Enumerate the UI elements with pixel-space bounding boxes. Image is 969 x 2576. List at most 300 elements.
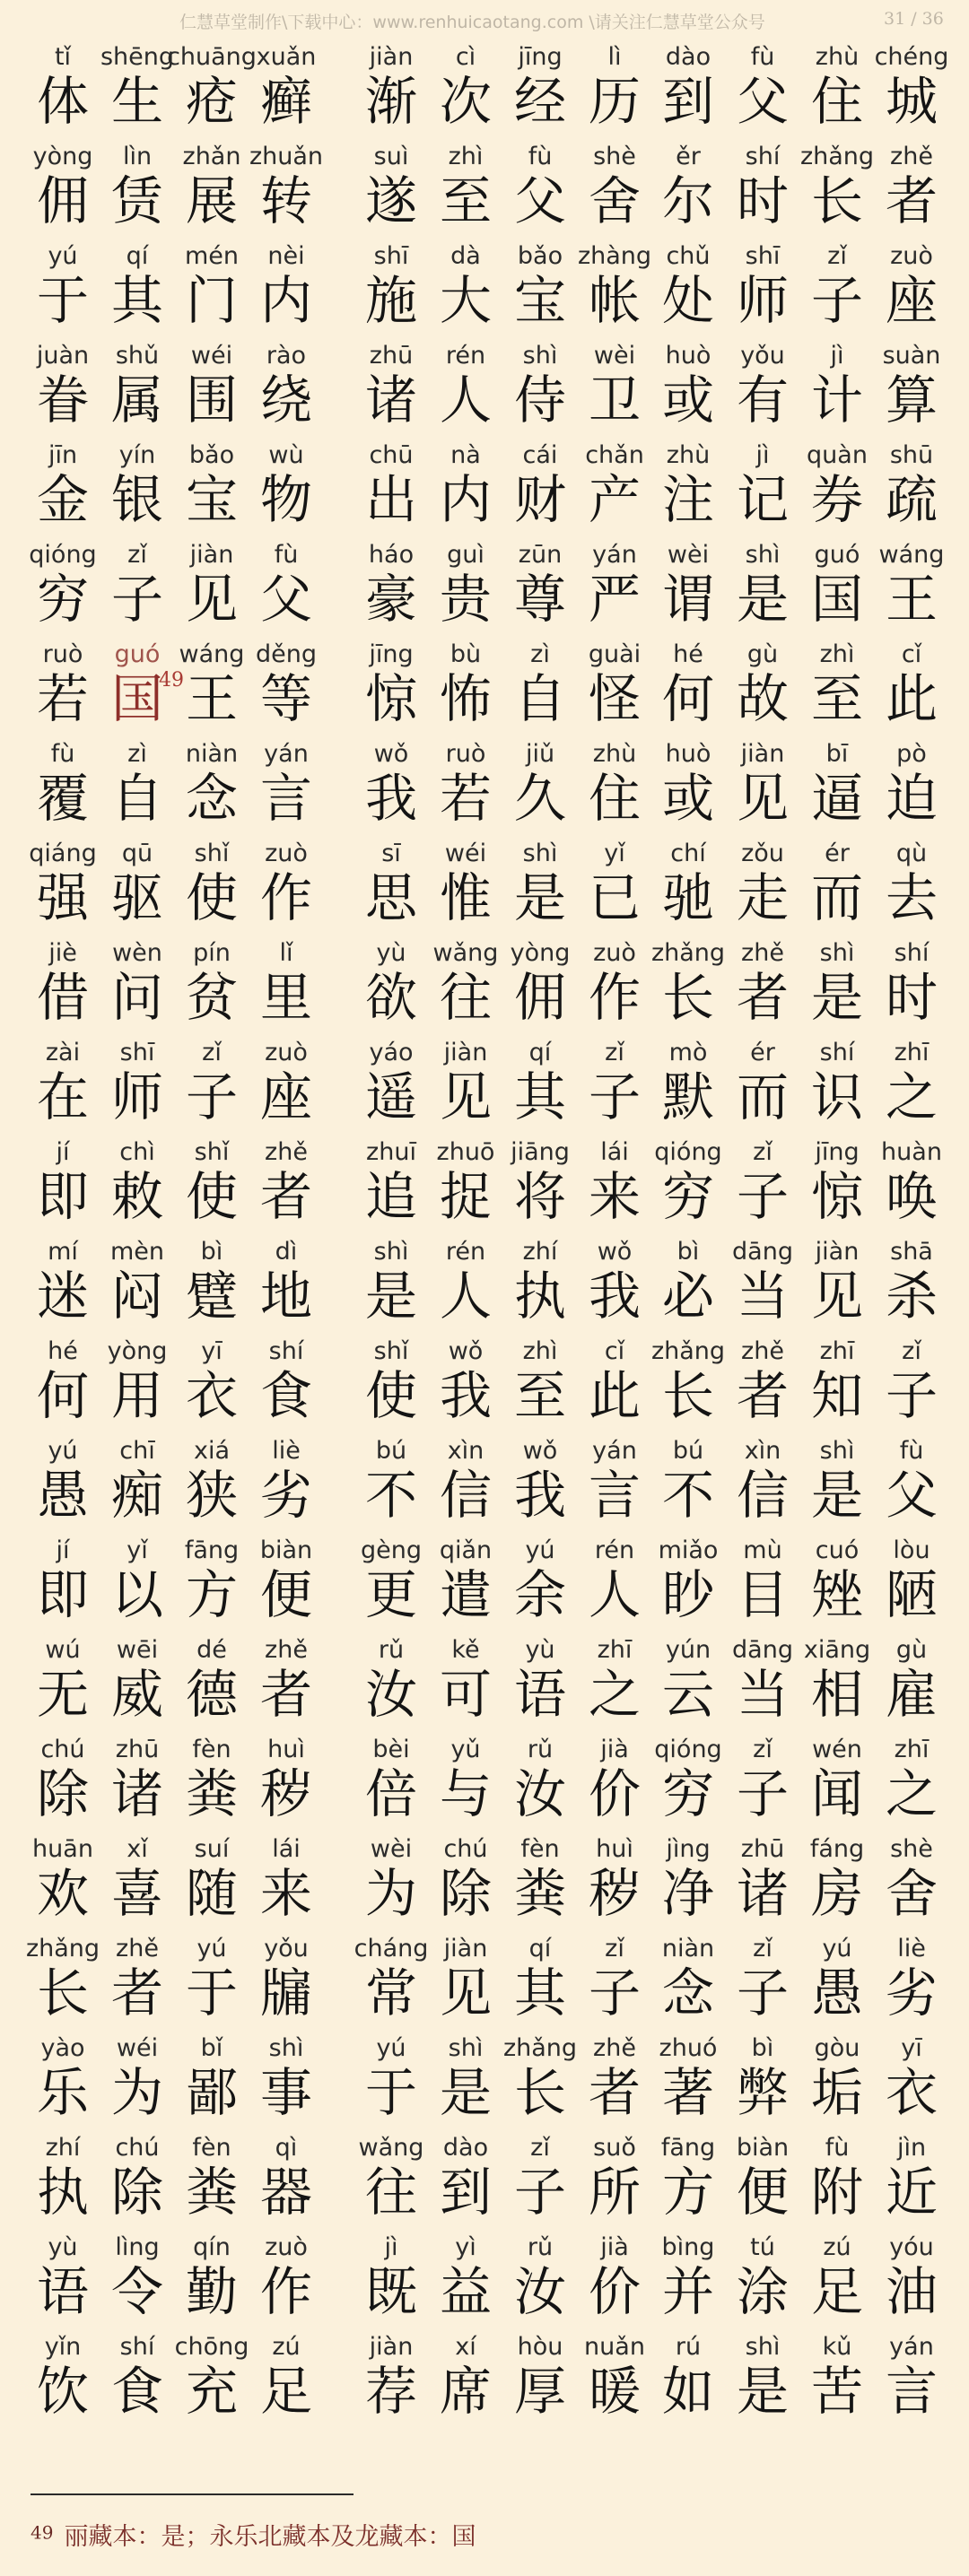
pinyin: wù: [268, 441, 304, 469]
verse-phrase: [25, 1931, 321, 2031]
hanzi: 尊: [513, 569, 566, 630]
hanzi: 者: [885, 170, 938, 231]
character-cell: [249, 438, 324, 537]
hanzi: 父: [259, 569, 312, 630]
hanzi: 子: [513, 2162, 566, 2223]
hanzi: 将: [513, 1166, 566, 1227]
hanzi: 子: [736, 1962, 789, 2023]
pinyin: ruò: [42, 640, 83, 668]
pinyin: zhǎng: [25, 1935, 100, 1962]
hanzi: 计: [810, 370, 863, 431]
pinyin: shí: [268, 1337, 304, 1365]
hanzi: 荐: [364, 2361, 417, 2422]
verse-phrase: [650, 1433, 947, 1533]
hanzi: 痴: [110, 1465, 163, 1526]
pinyin: rǔ: [378, 1636, 405, 1664]
hanzi: 或: [661, 768, 714, 829]
hanzi: 便: [259, 1564, 312, 1625]
hanzi: 帐: [588, 270, 641, 331]
hanzi: 可: [439, 1664, 492, 1725]
pinyin: chuāng: [167, 43, 257, 71]
hanzi: 时: [885, 967, 938, 1028]
character-cell: [874, 1234, 949, 1334]
hanzi: 遣: [439, 1564, 492, 1625]
hanzi: 以: [110, 1564, 163, 1625]
pinyin: xǐ: [127, 1835, 148, 1863]
pinyin: zuò: [593, 939, 636, 967]
hanzi: 子: [736, 1166, 789, 1227]
pinyin: bìng: [661, 2233, 715, 2261]
hanzi: 苦: [810, 2361, 863, 2422]
hanzi: 体: [36, 71, 89, 132]
verse-phrase: [354, 1334, 650, 1433]
pinyin: tú: [750, 2233, 775, 2261]
verse-phrase: [650, 2329, 947, 2429]
verse-phrase: [25, 736, 321, 836]
footnote-divider: [31, 2493, 354, 2495]
hanzi: 里: [259, 967, 312, 1028]
pinyin: zhě: [116, 1935, 159, 1962]
hanzi: 见: [439, 1962, 492, 2023]
hanzi: 信: [439, 1465, 492, 1526]
pinyin: rú: [675, 2333, 702, 2361]
hanzi: 油: [885, 2261, 938, 2322]
pinyin: zhū: [369, 342, 414, 370]
hanzi: 去: [885, 867, 938, 928]
verse-phrase: [25, 338, 321, 438]
verse-phrase: [650, 1832, 947, 1931]
hanzi: 券: [810, 469, 863, 530]
hanzi: 诸: [364, 370, 417, 431]
hanzi: 至: [810, 668, 863, 729]
pinyin: zǐ: [202, 1039, 222, 1066]
pinyin: qióng: [654, 1736, 722, 1763]
hanzi: 常: [364, 1962, 417, 2023]
character-cell: [874, 537, 949, 637]
character-cell: [249, 2031, 324, 2130]
hanzi: 其: [513, 1962, 566, 2023]
hanzi: 有: [736, 370, 789, 431]
pinyin: qióng: [654, 1138, 722, 1166]
pinyin: ér: [825, 840, 850, 867]
hanzi: 食: [259, 1365, 312, 1426]
hanzi: 记: [736, 469, 789, 530]
hanzi: 席: [439, 2361, 492, 2422]
hanzi: 我: [513, 1465, 566, 1526]
verse-phrase: [354, 2031, 650, 2130]
hanzi: 既: [364, 2261, 417, 2322]
pinyin: cǐ: [901, 640, 922, 668]
pinyin: zhí: [45, 2134, 81, 2162]
verse-phrase: [650, 1135, 947, 1234]
hanzi: 金: [36, 469, 89, 530]
verse-phrase: [25, 836, 321, 936]
pinyin: nuǎn: [584, 2333, 645, 2361]
character-cell: [249, 1632, 324, 1732]
pinyin: jiàn: [740, 740, 785, 768]
pinyin: bǎo: [188, 441, 235, 469]
pinyin: nà: [450, 441, 481, 469]
pinyin: shū: [889, 441, 934, 469]
hanzi: 汝: [513, 2261, 566, 2322]
pinyin: zhǎng: [799, 143, 875, 170]
hanzi: 言: [259, 768, 312, 829]
verse-phrase: [354, 1035, 650, 1135]
verse-phrase: [25, 1135, 321, 1234]
pinyin: wǒ: [448, 1337, 484, 1365]
hanzi: 是: [810, 1465, 863, 1526]
hanzi: 子: [736, 1763, 789, 1824]
hanzi: 是: [364, 1266, 417, 1327]
hanzi: 矬: [810, 1564, 863, 1625]
hanzi: 怪: [588, 668, 641, 729]
pinyin: niàn: [185, 740, 239, 768]
hanzi: 追: [364, 1166, 417, 1227]
hanzi: 大: [439, 270, 492, 331]
verse-phrase: [354, 736, 650, 836]
hanzi: 必: [661, 1266, 714, 1327]
hanzi: 长: [661, 1365, 714, 1426]
hanzi: 往: [364, 2162, 417, 2223]
verse-line: [0, 2230, 969, 2329]
pinyin: lìng: [115, 2233, 160, 2261]
hanzi: 事: [259, 2062, 312, 2123]
hanzi: 驱: [110, 867, 163, 928]
pinyin: zhě: [741, 939, 784, 967]
pinyin: shì: [522, 840, 558, 867]
character-cell: [249, 1931, 324, 2031]
hanzi: 器: [259, 2162, 312, 2223]
pinyin: qióng: [29, 541, 97, 569]
character-cell: [874, 836, 949, 936]
hanzi: 作: [259, 2261, 312, 2322]
character-cell: [874, 2230, 949, 2329]
hanzi: 不: [661, 1465, 714, 1526]
pinyin: shí: [119, 2333, 155, 2361]
pinyin: nèi: [267, 242, 305, 270]
verse-phrase: [650, 736, 947, 836]
pinyin: zuò: [265, 2233, 308, 2261]
hanzi: 地: [259, 1266, 312, 1327]
hanzi: 秽: [588, 1863, 641, 1924]
hanzi: 等: [259, 668, 312, 729]
hanzi: 房: [810, 1863, 863, 1924]
pinyin: zhī: [597, 1636, 633, 1664]
verse-line: [0, 39, 969, 139]
hanzi: 杀: [885, 1266, 938, 1327]
pinyin: yòng: [107, 1337, 168, 1365]
verse-line: [0, 836, 969, 936]
pinyin: shì: [448, 2034, 484, 2062]
hanzi: 见: [736, 768, 789, 829]
pinyin: gù: [746, 640, 779, 668]
character-cell: [874, 1035, 949, 1135]
hanzi: 狭: [185, 1465, 238, 1526]
hanzi: 弊: [736, 2062, 789, 2123]
pinyin: zhí: [522, 1238, 558, 1266]
hanzi: 作: [588, 967, 641, 1028]
verse-line: [0, 1433, 969, 1533]
hanzi: 汝: [513, 1763, 566, 1824]
hanzi: 渐: [364, 71, 417, 132]
pinyin: zhuō: [436, 1138, 495, 1166]
pinyin: lái: [600, 1138, 629, 1166]
hanzi: 衣: [185, 1365, 238, 1426]
hanzi: 转: [259, 170, 312, 231]
pinyin: ruò: [445, 740, 486, 768]
hanzi: 执: [513, 1266, 566, 1327]
verse-line: [0, 1832, 969, 1931]
pinyin: mí: [48, 1238, 78, 1266]
verse-phrase: [354, 1234, 650, 1334]
pinyin: shī: [745, 242, 781, 270]
pinyin: yán: [264, 740, 309, 768]
pinyin: jiàn: [443, 1039, 488, 1066]
pinyin: yú: [48, 1437, 78, 1465]
hanzi: 不: [364, 1465, 417, 1526]
pinyin: chī: [119, 1437, 155, 1465]
pinyin: cuó: [815, 1536, 860, 1564]
pinyin: wú: [45, 1636, 81, 1664]
pinyin: hé: [673, 640, 703, 668]
hanzi: 癣: [259, 71, 312, 132]
hanzi: 问: [110, 967, 163, 1028]
pinyin: yòng: [510, 939, 571, 967]
pinyin: bù: [450, 640, 482, 668]
hanzi: 见: [185, 569, 238, 630]
hanzi: 国: [810, 569, 863, 630]
character-cell: [249, 39, 324, 139]
hanzi: 贵: [439, 569, 492, 630]
hanzi: 语: [36, 2261, 89, 2322]
hanzi: 之: [885, 1763, 938, 1824]
verse-phrase: [650, 39, 947, 139]
pinyin: liè: [897, 1935, 926, 1962]
hanzi: 眷: [36, 370, 89, 431]
pinyin: dì: [275, 1238, 298, 1266]
hanzi: 怖: [439, 668, 492, 729]
verse-phrase: [25, 438, 321, 537]
character-cell: [874, 1334, 949, 1433]
verse-line: [0, 239, 969, 338]
verse-phrase: [650, 936, 947, 1035]
hanzi: 王: [885, 569, 938, 630]
pinyin: chí: [670, 840, 706, 867]
hanzi: 师: [110, 1066, 163, 1127]
pinyin: hé: [48, 1337, 78, 1365]
hanzi: 尔: [661, 170, 714, 231]
hanzi: 随: [185, 1863, 238, 1924]
pinyin: yù: [376, 939, 406, 967]
pinyin: yán: [889, 2333, 934, 2361]
character-cell: [874, 2031, 949, 2130]
pinyin: zhě: [741, 1337, 784, 1365]
hanzi: 自: [513, 668, 566, 729]
pinyin: jí: [56, 1138, 70, 1166]
pinyin: yún: [665, 1636, 711, 1664]
hanzi: 劣: [885, 1962, 938, 2023]
pinyin: mèn: [109, 1238, 165, 1266]
character-cell: [249, 139, 324, 239]
pinyin: jiāng: [511, 1138, 570, 1166]
verse-line: [0, 1732, 969, 1832]
verse-phrase: [354, 1135, 650, 1234]
pinyin: zǐ: [902, 1337, 921, 1365]
verse-phrase: [25, 39, 321, 139]
verse-phrase: [354, 1533, 650, 1632]
pinyin: zūn: [518, 541, 563, 569]
pinyin: yǔ: [450, 1736, 481, 1763]
hanzi: 疮: [185, 71, 238, 132]
character-cell: [874, 438, 949, 537]
hanzi: 佣: [36, 170, 89, 231]
pinyin: qù: [895, 840, 928, 867]
pinyin: zhuǎn: [249, 143, 324, 170]
character-cell: [249, 2329, 324, 2429]
hanzi: 当: [736, 1664, 789, 1725]
character-cell: [249, 736, 324, 836]
pinyin: rǔ: [527, 2233, 554, 2261]
footnote-text: 丽藏本：是；永乐北藏本及龙藏本：国: [64, 2523, 476, 2551]
pinyin: wèn: [112, 939, 162, 967]
hanzi: 借: [36, 967, 89, 1028]
verse-phrase: [354, 936, 650, 1035]
page-header: [0, 0, 969, 39]
pinyin: fù: [899, 1437, 924, 1465]
pinyin: gòu: [814, 2034, 860, 2062]
pinyin: tǐ: [54, 43, 72, 71]
pinyin: mù: [743, 1536, 782, 1564]
hanzi: 之: [588, 1664, 641, 1725]
hanzi: 方: [661, 2162, 714, 2223]
pinyin: jí: [56, 1536, 70, 1564]
pinyin: yán: [592, 541, 637, 569]
pinyin: zú: [823, 2233, 851, 2261]
hanzi: 施: [364, 270, 417, 331]
hanzi: 迫: [885, 768, 938, 829]
hanzi: 内: [259, 270, 312, 331]
pinyin: jì: [755, 441, 770, 469]
hanzi: 方: [185, 1564, 238, 1625]
pinyin: sī: [381, 840, 401, 867]
pinyin: dào: [442, 2134, 489, 2162]
pinyin: ěr: [676, 143, 701, 170]
hanzi: 子: [185, 1066, 238, 1127]
hanzi: 何: [661, 668, 714, 729]
pinyin: zì: [127, 740, 147, 768]
hanzi: 舍: [885, 1863, 938, 1924]
pinyin: zǒu: [741, 840, 784, 867]
character-cell: [249, 1334, 324, 1433]
hanzi: 便: [736, 2162, 789, 2223]
character-cell: [249, 537, 324, 637]
hanzi: 住: [588, 768, 641, 829]
hanzi: 汝: [364, 1664, 417, 1725]
verse-phrase: [25, 1433, 321, 1533]
hanzi: 子: [885, 1365, 938, 1426]
pinyin: zǐ: [605, 1935, 624, 1962]
character-cell: [874, 1135, 949, 1234]
hanzi: 时: [736, 170, 789, 231]
hanzi: 谓: [661, 569, 714, 630]
hanzi: 我: [588, 1266, 641, 1327]
character-cell: [874, 2130, 949, 2230]
hanzi: 作: [259, 867, 312, 928]
verse-phrase: [650, 2130, 947, 2230]
hanzi: 粪: [513, 1863, 566, 1924]
hanzi: 余: [513, 1564, 566, 1625]
hanzi: 者: [736, 1365, 789, 1426]
pinyin: shì: [819, 1437, 855, 1465]
verse-phrase: [354, 537, 650, 637]
pinyin: bǎo: [517, 242, 563, 270]
verse-phrase: [25, 1832, 321, 1931]
hanzi: 长: [810, 170, 863, 231]
pinyin: fèn: [192, 1736, 231, 1763]
verse-phrase: [354, 836, 650, 936]
verse-line: [0, 1035, 969, 1135]
hanzi: 门: [185, 270, 238, 331]
hanzi: 充: [185, 2361, 238, 2422]
character-cell: [249, 1433, 324, 1533]
verse-phrase: [354, 2130, 650, 2230]
hanzi: 相: [810, 1664, 863, 1725]
pinyin: bú: [375, 1437, 407, 1465]
pinyin: zhū: [740, 1835, 785, 1863]
pinyin: yǒu: [264, 1935, 309, 1962]
pinyin: zhī: [894, 1736, 930, 1763]
hanzi: 历: [588, 71, 641, 132]
pinyin: yòng: [32, 143, 93, 170]
pinyin: yù: [48, 2233, 78, 2261]
hanzi: 到: [661, 71, 714, 132]
hanzi: 次: [439, 71, 492, 132]
pinyin: zú: [272, 2333, 301, 2361]
pinyin: qí: [528, 1935, 552, 1962]
pinyin: jià: [600, 2233, 629, 2261]
hanzi: 之: [885, 1066, 938, 1127]
hanzi: 厚: [513, 2361, 566, 2422]
verse-line: [0, 2329, 969, 2429]
verse-phrase: [25, 537, 321, 637]
pinyin: yú: [822, 1935, 852, 1962]
pinyin: qí: [126, 242, 149, 270]
pinyin: mén: [184, 242, 240, 270]
hanzi: 信: [736, 1465, 789, 1526]
hanzi: 德: [185, 1664, 238, 1725]
pinyin: rào: [266, 342, 307, 370]
verse-phrase: [650, 537, 947, 637]
pinyin: cháng: [354, 1935, 429, 1962]
pinyin: quàn: [807, 441, 868, 469]
character-cell: [249, 2130, 324, 2230]
verse-line: [0, 1931, 969, 2031]
pinyin: chú: [40, 1736, 85, 1763]
pinyin: dào: [665, 43, 711, 71]
hanzi: 益: [439, 2261, 492, 2322]
verse-phrase: [354, 637, 650, 736]
hanzi: 喜: [110, 1863, 163, 1924]
pinyin: chōng: [174, 2333, 249, 2361]
verse-phrase: [650, 836, 947, 936]
pinyin: yán: [592, 1437, 637, 1465]
hanzi: 即: [36, 1564, 89, 1625]
hanzi: 而: [736, 1066, 789, 1127]
hanzi: 附: [810, 2162, 863, 2223]
pinyin: shì: [268, 2034, 304, 2062]
character-cell: [874, 1533, 949, 1632]
pinyin: chū: [369, 441, 414, 469]
